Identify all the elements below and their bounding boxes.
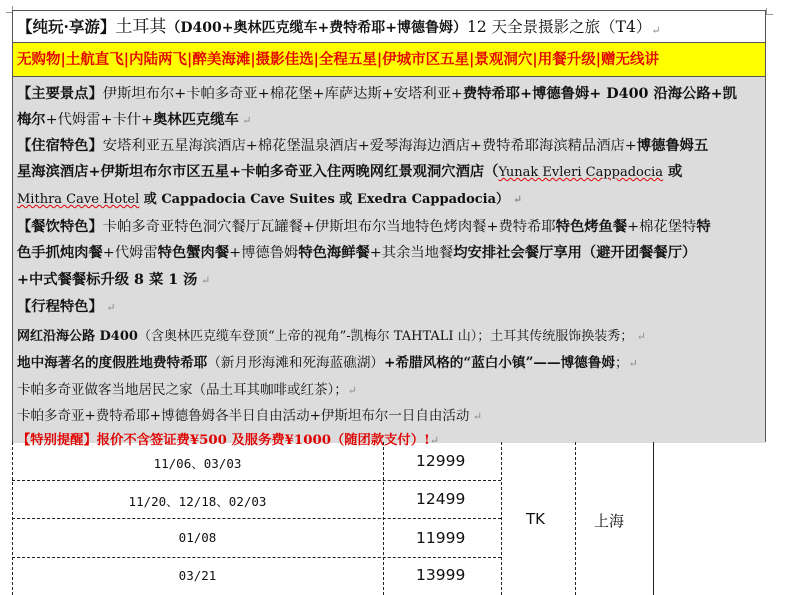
column-divider [575,442,576,595]
tour-document [12,10,766,448]
row-divider [12,557,501,558]
title-country: 土耳其 [115,17,167,37]
title-suffix: 12 天全景摄影之旅（T4） [466,18,652,36]
departure-dates: 01/08 [178,530,217,545]
itinerary-line-4: 卡帕多奇亚+费特希耶+博德鲁姆各半日自由活动+伊斯坦布尔一日自由活动 ↵ [17,408,483,424]
tour-title [13,11,765,42]
hotels-line-3: Mithra Cave Hotel 或 Cappadocia Cave Suites 或 Exedra Cappadocia） ↵ [17,192,523,207]
hotels-line-2: 星海滨酒店+伊斯坦布尔市区五星+卡帕多奇亚入住两晚网红景观洞穴酒店（Yunak Evleri Cappadocia 或 [17,164,683,180]
attractions-line: 【主要景点】伊斯坦布尔+卡帕多奇亚+棉花堡+库萨达斯+安塔利亚+费特希耶+博德鲁姆+ D400 沿海公路+凯 [17,86,737,102]
price-table [12,442,654,595]
airline-code: TK [526,510,545,528]
meals-line-3: +中式餐餐标升级 8 菜 1 汤 ↵ [17,272,211,288]
tour-price: 12499 [416,490,466,508]
departure-dates: 03/21 [178,568,217,583]
meals-line: 【餐饮特色】卡帕多奇亚特色洞穴餐厅瓦罐餐+伊斯坦布尔当地特色烤肉餐+费特希耶特色烤鱼餐+棉花堡特特 [17,219,711,235]
departure-dates: 11/20、12/18、02/03 [128,494,267,509]
row-divider [12,518,501,519]
column-divider [653,442,654,595]
itinerary-line-3: 卡帕多奇亚做客当地居民之家（品土耳其咖啡或红茶）；↵ [17,382,357,398]
column-divider [383,442,384,595]
special-notice: 【特别提醒】报价不含签证费¥500 及服务费¥1000（随团款支付）!↵ [17,433,440,448]
meals-line-2: 色手抓炖肉餐+代姆雷特色蟹肉餐+博德鲁姆特色海鲜餐+其余当地餐均安排社会餐厅享用（避开团餐餐厅） [17,245,697,261]
itinerary-line-1: 网红沿海公路 D400（含奥林匹克缆车登顶“上帝的视角”-凯梅尔 TAHTALI 山）；土耳其传统服饰换装秀； ↵ [17,329,646,344]
departure-city: 上海 [594,512,625,530]
page-corner-mark [766,8,773,15]
tour-price: 11999 [416,529,466,547]
features-banner [13,42,765,77]
hotels-line: 【住宿特色】安塔利亚五星海滨酒店+棉花堡温泉酒店+爱琴海海边酒店+费特希耶海滨精品酒店+博德鲁姆五 [17,138,709,154]
itinerary-label: 【行程特色】 ↵ [17,299,116,315]
tour-details [13,77,765,448]
paragraph-mark: ↵ [651,24,661,37]
itinerary-line-2: 地中海著名的度假胜地费特希耶（新月形海滩和死海蓝礁湖）+希腊风格的“蓝白小镇”——博德鲁姆；↵ [17,355,638,371]
tour-price: 13999 [416,566,466,584]
column-divider [501,442,502,595]
title-route: （D400+奥林匹克缆车+费特希耶+博德鲁姆） [166,20,467,36]
tour-price: 12999 [416,452,466,470]
row-divider [12,480,501,481]
title-prefix: 【纯玩·享游】 [17,17,116,36]
attractions-line-2: 梅尔+代姆雷+卡什+奥林匹克缆车 ↵ [17,112,252,128]
departure-dates: 11/06、03/03 [153,456,242,471]
features-text: 无购物|土航直飞|内陆两飞|醉美海滩|摄影佳选|全程五星|伊城市区五星|景观洞穴|用餐升级|赠无线讲 [17,51,659,68]
